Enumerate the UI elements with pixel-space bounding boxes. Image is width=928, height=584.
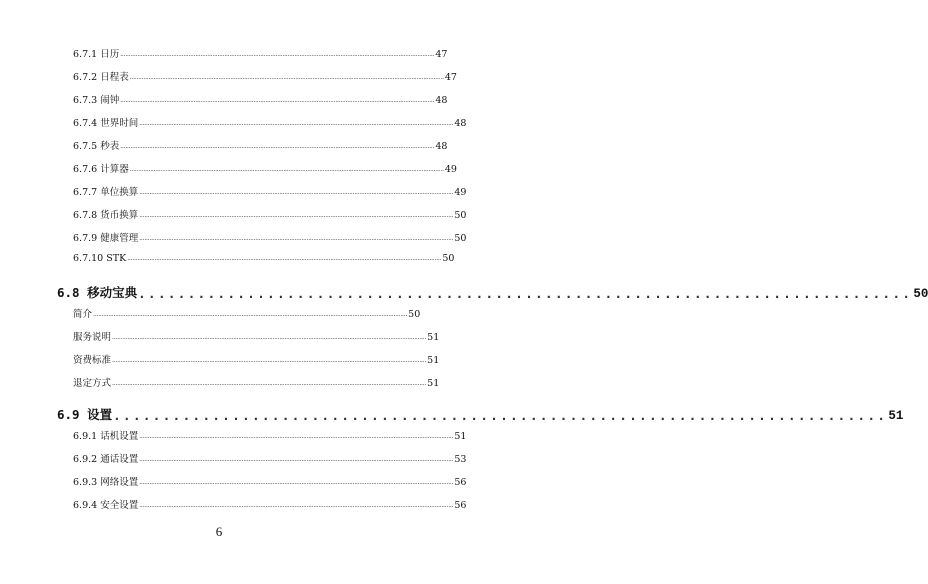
toc-entry-unsubscribe[interactable] (73, 375, 440, 389)
toc-entry-title: 6.7.3 闹钟 (73, 95, 120, 106)
toc-entry-page: 48 (454, 118, 467, 129)
toc-entry-world-time[interactable] (73, 115, 467, 129)
toc-entry-calculator[interactable] (73, 161, 457, 175)
toc-section-mobile-guide[interactable] (57, 283, 928, 301)
toc-leader-dots: ........................................................................................................................................................................................ (120, 51, 435, 58)
toc-entry-currency-conversion[interactable] (73, 207, 467, 221)
toc-entry-title: 6.9.3 网络设置 (73, 477, 139, 488)
toc-entry-calendar[interactable] (73, 46, 448, 60)
toc-entry-page: 50 (408, 309, 421, 320)
toc-entry-title: 退定方式 (73, 378, 112, 389)
toc-entry-page: 50 (454, 210, 467, 221)
toc-entry-schedule[interactable] (73, 69, 457, 83)
toc-leader-dots: ........................................................................................................................................................................................ (112, 357, 427, 364)
toc-entry-title: 6.7.5 秒表 (73, 141, 120, 152)
toc-entry-security-settings[interactable] (73, 497, 467, 511)
toc-section-title: 6.8 移动宝典 (57, 285, 138, 300)
toc-entry-title: 6.9.2 通话设置 (73, 454, 139, 465)
toc-entry-page: 47 (444, 72, 457, 83)
toc-entry-service-desc[interactable] (73, 329, 440, 343)
toc-entry-pricing[interactable] (73, 352, 440, 366)
toc-leader-dots: .............................................................................. (113, 408, 888, 423)
page-number: 6 (215, 524, 223, 539)
toc-leader-dots: ........................................................................................................................................................................................ (139, 502, 454, 509)
toc-section-page: 50 (913, 287, 928, 301)
toc-entry-page: 51 (427, 332, 440, 343)
toc-leader-dots: ........................................................................................................................................................................................ (112, 380, 427, 387)
toc-entry-title: 6.7.4 世界时间 (73, 118, 139, 129)
toc-section-title: 6.9 设置 (57, 407, 113, 422)
toc-entry-title: 6.7.10 STK (73, 253, 127, 264)
toc-entry-page: 48 (435, 95, 448, 106)
toc-entry-title: 6.7.2 日程表 (73, 72, 129, 83)
toc-entry-title: 资费标准 (73, 355, 112, 366)
toc-entry-page: 50 (454, 233, 467, 244)
toc-entry-call-settings[interactable] (73, 451, 467, 465)
toc-leader-dots: ........................................................................................................................................................................................ (139, 189, 454, 196)
toc-entry-page: 49 (444, 164, 457, 175)
toc-entry-page: 49 (454, 187, 467, 198)
toc-entry-network-settings[interactable] (73, 474, 467, 488)
toc-entry-page: 50 (442, 253, 455, 264)
toc-entry-page: 56 (454, 500, 467, 511)
toc-leader-dots: ........................................................................................................................................................................................ (93, 311, 408, 318)
toc-entry-title: 6.7.8 货币换算 (73, 210, 139, 221)
toc-entry-title: 6.9.4 安全设置 (73, 500, 139, 511)
toc-leader-dots: ........................................................................................................................................................................................ (139, 433, 454, 440)
toc-leader-dots: ........................................................................................................................................................................................ (139, 212, 454, 219)
toc-entry-title: 简介 (73, 309, 93, 320)
toc-leader-dots: ........................................................................................................................................................................................ (139, 479, 454, 486)
toc-entry-title: 6.7.9 健康管理 (73, 233, 139, 244)
toc-entry-page: 53 (454, 454, 467, 465)
toc-leader-dots: ........................................................................................................................................................................................ (112, 334, 427, 341)
toc-leader-dots: ........................................................................................................................................................................................ (129, 74, 444, 81)
toc-entry-page: 51 (427, 355, 440, 366)
toc-entry-intro[interactable] (73, 306, 421, 320)
toc-entry-page: 48 (435, 141, 448, 152)
toc-leader-dots: ........................................................................................................................................................................................ (127, 255, 442, 262)
toc-entry-phone-settings[interactable] (73, 428, 467, 442)
toc-entry-unit-conversion[interactable] (73, 184, 467, 198)
toc-entry-health[interactable] (73, 230, 467, 244)
toc-leader-dots: ........................................................................................................................................................................................ (129, 166, 444, 173)
toc-section-page: 51 (888, 409, 904, 423)
toc-entry-page: 51 (454, 431, 467, 442)
toc-entry-page: 56 (454, 477, 467, 488)
toc-entry-page: 51 (427, 378, 440, 389)
toc-leader-dots: ........................................................................................................................................................................................ (120, 97, 435, 104)
toc-entry-stk[interactable] (73, 253, 455, 264)
toc-leader-dots: ........................................................................................................................................................................................ (120, 143, 435, 150)
toc-entry-title: 服务说明 (73, 332, 112, 343)
toc-section-settings[interactable] (57, 405, 904, 423)
toc-entry-title: 6.9.1 话机设置 (73, 431, 139, 442)
toc-leader-dots: ........................................................................................................................................................................................ (139, 120, 454, 127)
toc-entry-stopwatch[interactable] (73, 138, 448, 152)
toc-leader-dots: ........................................................................................................................................................................................ (139, 235, 454, 242)
toc-entry-alarm[interactable] (73, 92, 448, 106)
toc-entry-title: 6.7.6 计算器 (73, 164, 129, 175)
toc-leader-dots: .............................................................................. (138, 286, 913, 301)
toc-leader-dots: ........................................................................................................................................................................................ (139, 456, 454, 463)
toc-entry-page: 47 (435, 49, 448, 60)
toc-entry-title: 6.7.7 单位换算 (73, 187, 139, 198)
toc-entry-title: 6.7.1 日历 (73, 49, 120, 60)
